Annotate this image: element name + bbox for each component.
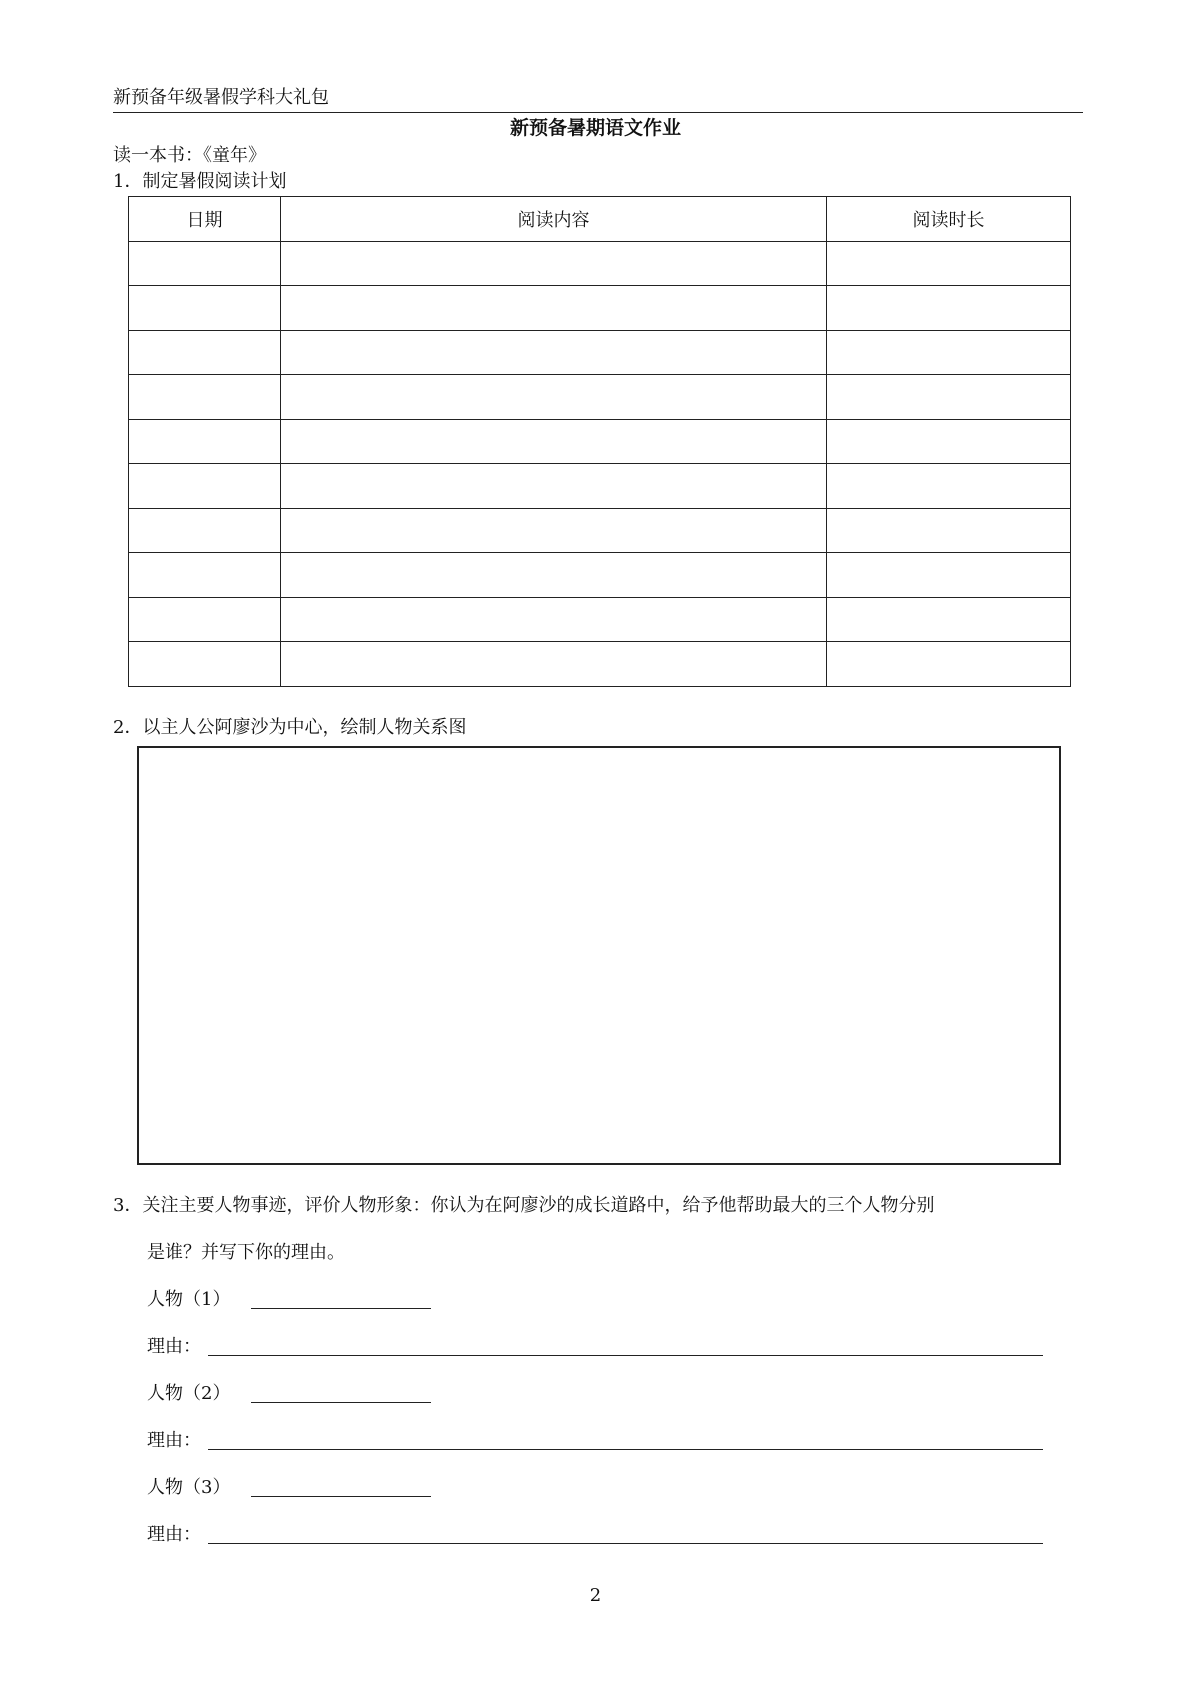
date-cell[interactable] [129,464,281,509]
reason-2-label: 理由： [147,1430,201,1451]
table-row [129,286,1071,331]
document-title: 新预备暑期语文作业 [509,117,681,139]
duration-cell[interactable] [827,508,1071,553]
content-cell[interactable] [281,597,827,642]
date-cell[interactable] [129,597,281,642]
person-1-blank[interactable] [251,1308,431,1309]
table-row [129,241,1071,286]
date-cell[interactable] [129,241,281,286]
table-header-row [129,197,1071,242]
running-header: 新预备年级暑假学科大礼包 [113,87,329,108]
table-row [129,597,1071,642]
person-2-blank[interactable] [251,1402,431,1403]
table-row [129,508,1071,553]
header-date: 日期 [129,197,281,242]
content-cell[interactable] [281,553,827,598]
date-cell[interactable] [129,330,281,375]
date-cell[interactable] [129,508,281,553]
duration-cell[interactable] [827,241,1071,286]
table-row [129,642,1071,687]
page-number: 2 [589,1585,602,1606]
duration-cell[interactable] [827,375,1071,420]
reason-1-label: 理由： [147,1336,201,1357]
reason-2-blank[interactable] [208,1449,1043,1450]
content-cell[interactable] [281,508,827,553]
content-cell[interactable] [281,330,827,375]
content-cell[interactable] [281,241,827,286]
content-cell[interactable] [281,464,827,509]
date-cell[interactable] [129,553,281,598]
duration-cell[interactable] [827,286,1071,331]
person-3-label: 人物（3） [147,1477,231,1498]
question-3-line-1: 3．关注主要人物事迹，评价人物形象：你认为在阿廖沙的成长道路中，给予他帮助最大的三个人物分别 [113,1195,935,1216]
header-divider [113,112,1083,113]
date-cell[interactable] [129,286,281,331]
table-row [129,330,1071,375]
relationship-diagram-area[interactable] [137,746,1061,1165]
duration-cell[interactable] [827,642,1071,687]
table-row [129,553,1071,598]
table-row [129,419,1071,464]
question-2-label: 2．以主人公阿廖沙为中心，绘制人物关系图 [113,717,467,738]
book-intro: 读一本书：《童年》 [113,145,266,166]
date-cell[interactable] [129,642,281,687]
reason-1-blank[interactable] [208,1355,1043,1356]
table-row [129,375,1071,420]
content-cell[interactable] [281,642,827,687]
header-content: 阅读内容 [281,197,827,242]
duration-cell[interactable] [827,464,1071,509]
question-1-label: 1．制定暑假阅读计划 [113,171,287,192]
duration-cell[interactable] [827,419,1071,464]
person-2-label: 人物（2） [147,1383,231,1404]
table-row [129,464,1071,509]
duration-cell[interactable] [827,330,1071,375]
content-cell[interactable] [281,419,827,464]
content-cell[interactable] [281,286,827,331]
person-1-label: 人物（1） [147,1289,231,1310]
duration-cell[interactable] [827,553,1071,598]
reading-plan-table [128,196,1071,687]
person-3-blank[interactable] [251,1496,431,1497]
question-3-line-2: 是谁？并写下你的理由。 [147,1242,345,1263]
header-duration: 阅读时长 [827,197,1071,242]
duration-cell[interactable] [827,597,1071,642]
date-cell[interactable] [129,419,281,464]
reason-3-label: 理由： [147,1524,201,1545]
date-cell[interactable] [129,375,281,420]
reason-3-blank[interactable] [208,1543,1043,1544]
content-cell[interactable] [281,375,827,420]
